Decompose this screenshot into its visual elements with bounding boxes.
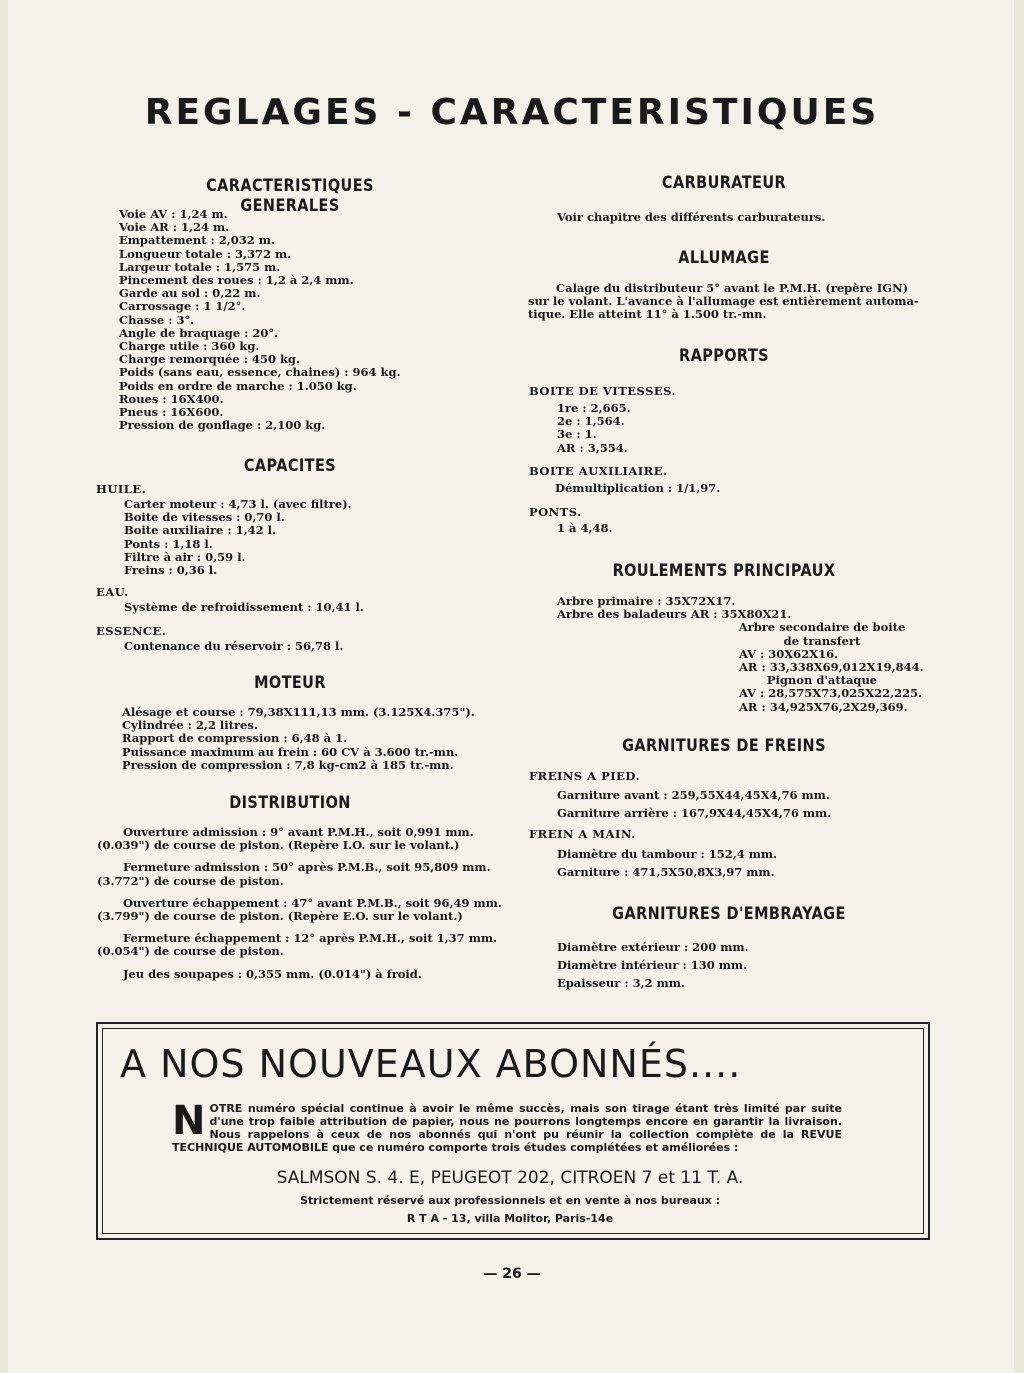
list-item: Poids en ordre de marche : 1.050 kg. — [119, 378, 357, 393]
subscription-models: SALMSON S. 4. E, PEUGEOT 202, CITROEN 7 et 11 T. A. — [276, 1168, 744, 1188]
list-item: Boite auxiliaire : 1,42 l. — [124, 523, 276, 538]
list-item: Diamètre extérieur : 200 mm. — [557, 940, 749, 954]
freins-pied-line: Garniture arrière : 167,9X44,45X4,76 mm. — [557, 806, 832, 820]
huile-label: HUILE. — [96, 482, 147, 496]
list-item: Cylindrée : 2,2 litres. — [122, 718, 258, 733]
allumage-body — [528, 282, 919, 322]
list-item: Charge remorquée : 450 kg. — [119, 352, 300, 367]
heading-garnitures-freins: GARNITURES DE FREINS — [622, 736, 826, 756]
list-item: Chasse : 3°. — [119, 312, 195, 327]
list-item: Largeur totale : 1,575 m. — [119, 259, 281, 274]
heading-roulements-principaux: ROULEMENTS PRINCIPAUX — [612, 561, 836, 581]
list-item: de transfert — [783, 633, 861, 648]
list-item: Roues : 16X400. — [119, 391, 224, 406]
subscription-paragraph: OTRE numéro spécial continue à avoir le même succès, mais son tirage étant très limité par suite d'une trop faible attribution de papier, nous ne pourrons longtemps encore en garantir la livraison. Nous rappelons à ceux de nos abonnés qui n'ont pu réunir la collection complète de la REVUE TECHNIQUE AUTOMOBILE que ce numéro comporte trois études complétées et améliorées : — [172, 1102, 842, 1154]
heading-capacites: CAPACITES — [243, 456, 337, 476]
subscription-reserved: Strictement réservé aux professionnels et en vente à nos bureaux : — [299, 1194, 721, 1207]
list-item: Pincement des roues : 1,2 à 2,4 mm. — [119, 273, 354, 288]
generales-list — [119, 208, 401, 432]
list-item: Arbre des baladeurs AR : 35X80X21. — [557, 607, 792, 622]
heading-carburateur: CARBURATEUR — [661, 173, 787, 193]
paragraph-line: (3.799") de course de piston. (Repère E.O. sur le volant.) — [97, 909, 463, 924]
list-item: Voie AV : 1,24 m. — [119, 207, 228, 221]
list-item: Empattement : 2,032 m. — [119, 233, 275, 248]
list-item: 2e : 1,564. — [557, 414, 625, 429]
list-item: Pression de gonflage : 2,100 kg. — [119, 418, 326, 433]
list-item: 3e : 1. — [557, 427, 597, 442]
list-item: Pression de compression : 7,8 kg-cm2 à 185 tr.-mn. — [122, 757, 454, 772]
list-item: Pignon d'attaque — [766, 673, 878, 688]
moteur-list — [122, 706, 475, 772]
distribution-body — [97, 826, 502, 981]
paragraph-line: Jeu des soupapes : 0,355 mm. (0.014") à froid. — [123, 966, 422, 981]
list-item: Arbre secondaire de boite — [738, 620, 906, 635]
list-item: Charge utile : 360 kg. — [119, 339, 260, 354]
paragraph-line: Fermeture échappement : 12° après P.M.H., soit 1,37 mm. — [123, 931, 498, 946]
essence-label: ESSENCE. — [96, 624, 167, 638]
list-item: Puissance maximum au frein : 60 CV à 3.600 tr.-mn. — [122, 744, 459, 759]
huile-list — [124, 498, 352, 577]
roulements-body — [557, 595, 927, 714]
list-item: AR : 33,338X69,012X19,844. — [739, 660, 924, 675]
frein-main-line: Diamètre du tambour : 152,4 mm. — [557, 847, 778, 861]
list-item: Boite de vitesses : 0,70 l. — [124, 510, 285, 525]
paragraph-line: tique. Elle atteint 11° à 1.500 tr.-mn. — [528, 307, 767, 322]
list-item: Arbre primaire : 35X72X17. — [557, 594, 736, 608]
heading-allumage: ALLUMAGE — [678, 248, 770, 268]
embrayage-body — [557, 938, 749, 992]
boite-vitesses-label: BOITE DE VITESSES. — [529, 384, 677, 398]
heading-garnitures-embrayage: GARNITURES D'EMBRAYAGE — [612, 904, 846, 924]
list-item: AR : 34,925X76,2X29,369. — [739, 699, 908, 714]
ponts-label: PONTS. — [529, 505, 582, 519]
page-number: — 26 — — [483, 1266, 541, 1282]
eau-label: EAU. — [96, 585, 129, 599]
paragraph-line: Ouverture admission : 9° avant P.M.H., soit 0,991 mm. — [123, 825, 474, 839]
list-item: Angle de braquage : 20°. — [119, 325, 279, 340]
paragraph-line: sur le volant. L'avance à l'allumage est entièrement automa- — [528, 294, 919, 309]
heading-caracteristiques-generales: CARACTERISTIQUES GENERALES — [206, 176, 374, 216]
list-item: Epaisseur : 3,2 mm. — [557, 976, 685, 990]
essence-line: Contenance du réservoir : 56,78 l. — [124, 639, 344, 653]
heading-distribution: DISTRIBUTION — [229, 793, 351, 813]
list-item: Voie AR : 1,24 m. — [119, 220, 230, 235]
paragraph-line: (0.039") de course de piston. (Repère I.O. sur le volant.) — [97, 838, 460, 853]
ponts-line: 1 à 4,48. — [557, 521, 613, 535]
paragraph-line: Fermeture admission : 50° après P.M.B., soit 95,809 mm. — [123, 860, 491, 875]
carburateur-text: Voir chapitre des différents carburateurs. — [557, 210, 826, 224]
list-item: 1re : 2,665. — [557, 401, 631, 415]
page-title: REGLAGES - CARACTERISTIQUES — [144, 92, 880, 133]
heading-moteur: MOTEUR — [254, 673, 326, 693]
list-item: Garde au sol : 0,22 m. — [119, 286, 261, 301]
frein-main-label: FREIN A MAIN. — [529, 827, 636, 841]
paragraph-line: Ouverture échappement : 47° avant P.M.B., soit 96,49 mm. — [123, 895, 502, 910]
subscription-title: A NOS NOUVEAUX ABONNÉS.... — [120, 1042, 742, 1086]
dropcap: N — [172, 1098, 206, 1144]
subscription-address: R T A - 13, villa Molitor, Paris-14e — [406, 1212, 614, 1225]
list-item: Alésage et course : 79,38X111,13 mm. (3.125X4.375"). — [122, 705, 475, 719]
subscription-text — [172, 1098, 842, 1154]
list-item: AR : 3,554. — [557, 440, 628, 455]
paragraph-line: (3.772") de course de piston. — [97, 873, 284, 888]
list-item: Poids (sans eau, essence, chaines) : 964 kg. — [119, 365, 401, 380]
list-item: Diamètre intérieur : 130 mm. — [557, 958, 748, 972]
list-item: Ponts : 1,18 l. — [124, 536, 213, 551]
list-item: Longueur totale : 3,372 m. — [119, 246, 292, 261]
paragraph-line: (0.054") de course de piston. — [97, 944, 284, 959]
boite-auxiliaire-label: BOITE AUXILIAIRE. — [529, 464, 668, 478]
list-item: Carrossage : 1 1/2°. — [119, 299, 246, 314]
list-item: Rapport de compression : 6,48 à 1. — [122, 731, 348, 746]
list-item: Pneus : 16X600. — [119, 405, 224, 420]
boite-vitesses-list — [557, 402, 631, 455]
heading-rapports: RAPPORTS — [679, 346, 769, 366]
list-item: Freins : 0,36 l. — [124, 563, 218, 578]
freins-pied-line: Garniture avant : 259,55X44,45X4,76 mm. — [557, 788, 830, 802]
list-item: AV : 30X62X16. — [739, 646, 839, 661]
list-item: Carter moteur : 4,73 l. (avec filtre). — [124, 497, 352, 511]
eau-line: Système de refroidissement : 10,41 l. — [124, 600, 364, 614]
paragraph-line: Calage du distributeur 5° avant le P.M.H. (repère IGN) — [556, 281, 909, 295]
list-item: AV : 28,575X73,025X22,225. — [739, 686, 923, 701]
frein-main-line: Garniture : 471,5X50,8X3,97 mm. — [557, 865, 775, 879]
boite-auxiliaire-line: Démultiplication : 1/1,97. — [555, 481, 721, 495]
freins-pied-label: FREINS A PIED. — [529, 769, 640, 783]
list-item: Filtre à air : 0,59 l. — [124, 549, 246, 564]
